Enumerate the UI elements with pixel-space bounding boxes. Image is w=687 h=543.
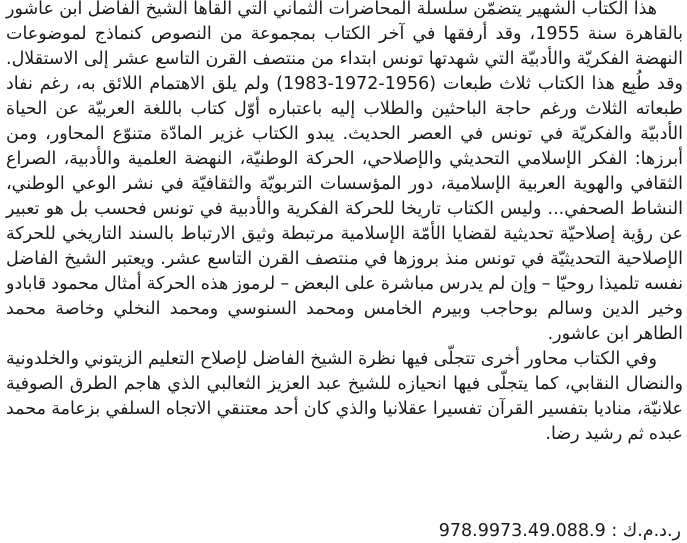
paragraph-book-description: هذا الكتاب الشهير يتضمّن سلسلة المحاضرات الثماني التي ألقاها الشيخ الفاضل ابن عاشور بالقاهرة سنة 1955، وقد أرفقها في آخر الكتاب بمجموعة من النصوص كنماذج لموضوعات النهضة الفكريّة والأدبيّة التي شهدتها تونس ابتداء من منتصف القرن التاسع عشر إلى الاستقلال. وقد طُبِع هذا الكتاب ثلاث طبعات (1956-1972-1983) ولم يلق الاهتمام اللائق به، رغم نفاد طبعاته الثلاث ورغم حاجة الباحثين والطلاب إليه باعتباره أوّل كتاب باللغة العربيّة عن الحياة الأدبيّة والفكريّة في تونس في العصر الحديث. يبدو الكتاب غزير المادّة متنوّع المحاور، ومن أبرزها: الفكر الإسلامي التحديثي والإصلاحي، الحركة الوطنيّة، النهضة العلمية والأدبية، الصراع الثقافي والهوية العربية الإسلامية، دور المؤسسات التربويّة والثقافيّة في نشر الوعي الوطني، النشاط الصحفي... وليس الكتاب تاريخا للحركة الفكرية والأدبية في تونس فحسب بل هو تعبير عن رؤية إصلاحيّة تحديثية لقضايا الأمّة الإسلامية مرتبطة وثيق الارتباط بالسند التاريخي للحركة الإصلاحية التحديثيّة في تونس منذ بروزها في منتصف القرن التاسع عشر. ويعتبر الشيخ الفاضل نفسه تلميذا روحيّا – وإن لم يدرس مباشرة على البعض – لرموز هذه الحركة أمثال محمود قابادو وخير الدين وسالم بوحاجب وبيرم الخامس ومحمد السنوسي ومحمد النخلي وخاصة محمد الطاهر ابن عاشور. <box>6 0 683 344</box>
isbn-label: ر.د.م.ك : <box>611 521 681 541</box>
isbn-line <box>439 519 681 543</box>
paragraph-book-themes: وفي الكتاب محاور أخرى تتجلّى فيها نظرة الشيخ الفاضل لإصلاح التعليم الزيتوني والخلدونية والنضال النقابي، كما يتجلّى فيها انحيازه للشيخ عبد العزيز الثعالبي الذي هاجم الطرق الصوفية علانيّة، مناديا بتفسير القرآن تفسيرا عقلانيا والذي كان أحد معتنقي الاتجاه السلفي بزعامة محمد عبده ثم رشيد رضا. <box>6 349 683 444</box>
isbn-number: 978.9973.49.088.9 <box>438 521 606 541</box>
